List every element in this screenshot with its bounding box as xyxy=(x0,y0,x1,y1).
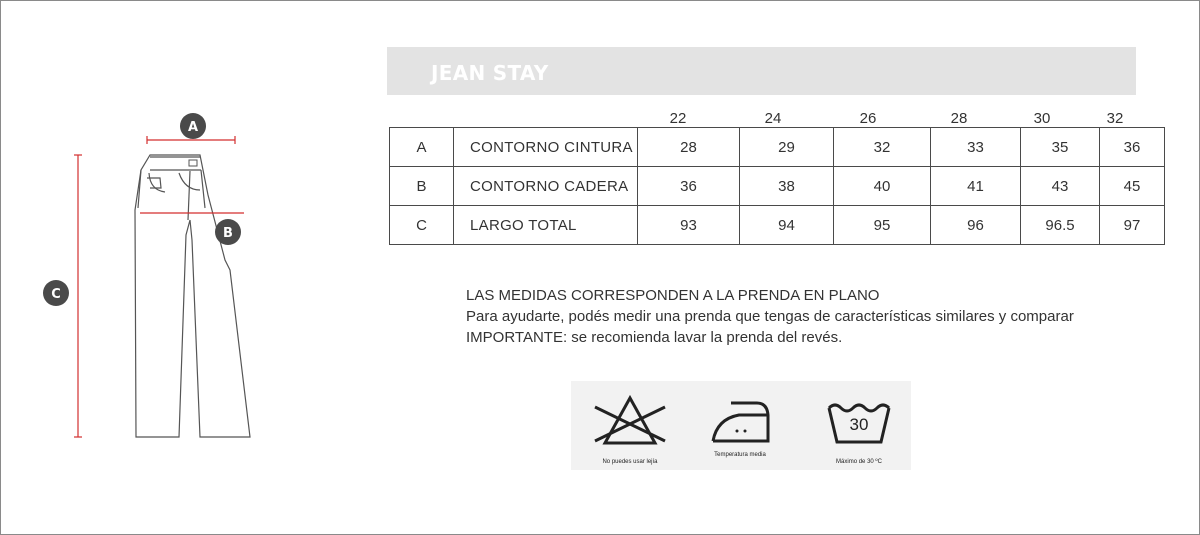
size-header: 24 xyxy=(764,110,782,127)
size-header: 32 xyxy=(1106,110,1124,127)
row-letter: A xyxy=(390,128,454,167)
table-row xyxy=(390,128,1165,167)
table-cell: 38 xyxy=(740,167,834,206)
table-cell: 95 xyxy=(834,206,931,245)
wash-caption: Máximo de 30 ºC xyxy=(836,459,882,465)
row-letter: B xyxy=(390,167,454,206)
table-cell: 29 xyxy=(740,128,834,167)
note-important: IMPORTANTE: se recomienda lavar la prenda del revés. xyxy=(466,329,843,346)
table-cell: 41 xyxy=(931,167,1021,206)
size-header: 22 xyxy=(669,110,687,127)
table-cell: 94 xyxy=(740,206,834,245)
row-label: CONTORNO CADERA xyxy=(454,167,638,206)
table-cell: 35 xyxy=(1021,128,1100,167)
jeans-diagram xyxy=(30,100,270,460)
iron-medium-icon xyxy=(713,403,768,441)
measurement-notes xyxy=(466,285,1074,348)
table-cell: 43 xyxy=(1021,167,1100,206)
note-heading: LAS MEDIDAS CORRESPONDEN A LA PRENDA EN PLANO xyxy=(466,287,880,304)
table-cell: 97 xyxy=(1100,206,1165,245)
note-help: Para ayudarte, podés medir una prenda que tengas de características similares y comparar xyxy=(466,308,1074,325)
table-row xyxy=(390,167,1165,206)
table-cell: 36 xyxy=(638,167,740,206)
size-header: 30 xyxy=(1033,110,1051,127)
button-detail xyxy=(189,160,197,166)
measurements-table xyxy=(389,127,1165,245)
wash-temperature: 30 xyxy=(849,415,869,434)
marker-a-label: A xyxy=(187,120,199,135)
iron-caption: Temperatura media xyxy=(714,452,766,458)
bleach-caption: No puedes usar lejía xyxy=(602,459,658,465)
table-cell: 28 xyxy=(638,128,740,167)
table-cell: 45 xyxy=(1100,167,1165,206)
no-bleach-icon xyxy=(595,398,665,443)
product-title: JEAN STAY xyxy=(431,61,549,85)
table-cell: 93 xyxy=(638,206,740,245)
table-cell: 96 xyxy=(931,206,1021,245)
table-row xyxy=(390,206,1165,245)
table-cell: 36 xyxy=(1100,128,1165,167)
row-label: LARGO TOTAL xyxy=(454,206,638,245)
row-label: CONTORNO CINTURA xyxy=(454,128,638,167)
title-bar xyxy=(387,47,1136,95)
row-letter: C xyxy=(390,206,454,245)
table-cell: 33 xyxy=(931,128,1021,167)
size-header-row xyxy=(0,110,1200,128)
care-instructions xyxy=(571,381,911,470)
jeans-outline xyxy=(135,155,250,437)
marker-c-label: C xyxy=(51,287,61,302)
size-header: 26 xyxy=(859,110,877,127)
table-cell: 96.5 xyxy=(1021,206,1100,245)
marker-b-label: B xyxy=(223,226,233,241)
table-cell: 40 xyxy=(834,167,931,206)
size-header: 28 xyxy=(950,110,968,127)
table-cell: 32 xyxy=(834,128,931,167)
